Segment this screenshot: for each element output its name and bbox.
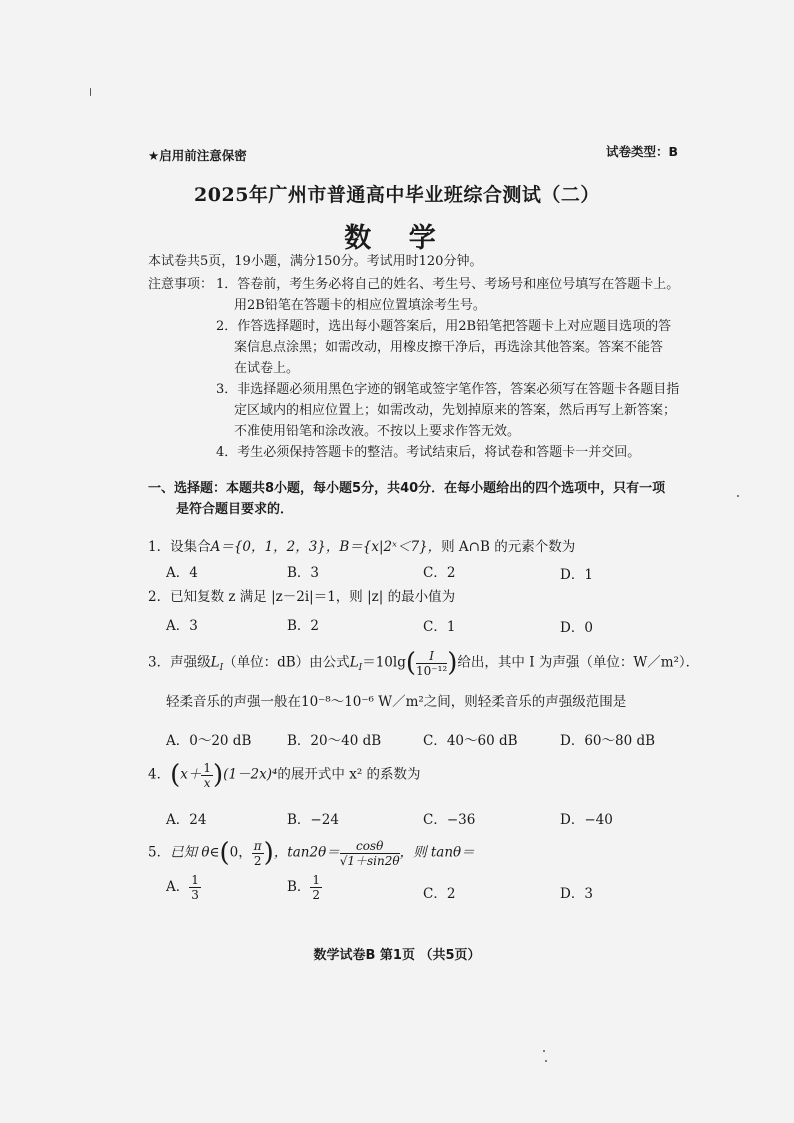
section-heading-cont: 是符合题目要求的．	[176, 502, 294, 517]
expr-part: (1－2x)⁴	[223, 766, 278, 783]
confidential-label: ★启用前注意保密	[148, 148, 247, 163]
question-2	[148, 585, 455, 605]
option-c: C．2	[423, 565, 456, 581]
set-b: B＝{x|2ˣ＜7}，	[339, 539, 442, 555]
option-d: D．60～80 dB	[560, 733, 656, 749]
paren-open: (	[170, 760, 181, 790]
option-c: C．1	[423, 619, 456, 635]
question-number: 4．	[148, 766, 171, 783]
formula-lhs-sub: I	[358, 663, 363, 674]
question-number: 3．	[148, 654, 171, 671]
notice-line: 用2B铅笔在答题卡的相应位置填涂考生号。	[234, 298, 486, 313]
formula-eq: ＝10lg	[362, 654, 406, 671]
notice-line: 定区域内的相应位置上；如需改动，先划掉原来的答案，然后再写上新答案；	[234, 403, 677, 418]
question-text: 已知 θ∈	[170, 844, 220, 861]
fraction-denominator: 10⁻¹²	[416, 663, 448, 678]
fraction-numerator: 1	[191, 873, 199, 887]
fraction	[201, 762, 213, 789]
paren-close: )	[213, 760, 224, 790]
question-text: 声强级	[170, 654, 211, 671]
question-text: 则 A∩B 的元素个数为	[441, 539, 576, 555]
option-c: C．40～60 dB	[423, 733, 518, 749]
section-heading: 一、选择题：本题共8小题，每小题5分，共40分．在每小题给出的四个选项中，只有一项	[148, 481, 666, 496]
scan-speck	[545, 1060, 547, 1062]
question-text: 设集合	[170, 539, 211, 555]
notice-line: 案信息点涂黑；如需改动，用橡皮擦干净后，再选涂其他答案。答案不能答	[234, 340, 664, 355]
option-b	[287, 874, 322, 901]
question-text: 的展开式中 x² 的系数为	[277, 766, 421, 783]
option-b: B．20～40 dB	[287, 733, 382, 749]
option-d: D．−40	[560, 812, 613, 828]
question-1	[148, 535, 575, 555]
option-d: D．1	[560, 567, 593, 583]
expr-part: x＋	[180, 766, 202, 783]
fraction-denominator: √1＋sin2θ	[339, 853, 400, 868]
option-a	[166, 874, 201, 901]
option-label: B．	[287, 879, 311, 895]
exam-intro: 本试卷共5页，19小题，满分150分。考试用时120分钟。	[148, 254, 483, 269]
question-3	[148, 648, 699, 678]
paper-type-label: 试卷类型：B	[606, 144, 679, 159]
paren-open: (	[219, 838, 230, 868]
scan-speck	[737, 495, 739, 497]
fraction	[416, 650, 447, 677]
paren-close: )	[447, 648, 458, 678]
scan-speck	[543, 1050, 545, 1052]
fraction-numerator: 1	[312, 873, 321, 887]
scan-speck	[90, 88, 91, 96]
subject-title: 数 学	[344, 223, 450, 254]
fraction-numerator: I	[416, 650, 447, 664]
set-a: A＝{0，1，2，3}，	[210, 539, 340, 555]
option-a: A．0～20 dB	[166, 733, 252, 749]
question-5	[148, 838, 475, 868]
fraction	[310, 874, 322, 901]
notice-line: 4．考生必须保持答题卡的整洁。考试结束后，将试卷和答题卡一并交回。	[216, 445, 641, 460]
question-number: 2．	[148, 589, 171, 605]
fraction-numerator: cosθ	[340, 840, 400, 854]
option-b: B．2	[287, 618, 320, 634]
option-d: D．0	[560, 620, 593, 636]
fraction	[189, 874, 201, 901]
fraction-denominator: x	[203, 775, 211, 790]
exam-title: 2025年广州市普通高中毕业班综合测试（二）	[194, 184, 600, 206]
fraction	[252, 840, 264, 867]
option-c: C．−36	[423, 812, 476, 828]
option-label: A．	[166, 879, 190, 895]
fraction	[340, 840, 400, 867]
option-b: B．−24	[287, 812, 339, 828]
question-text: 已知复数 z 满足 |z－2i|＝1，则 |z| 的最小值为	[170, 589, 456, 605]
question-number: 5．	[148, 844, 171, 861]
option-c: C．2	[423, 886, 456, 902]
formula-lhs: L	[349, 654, 359, 671]
notice-line: 不准使用铅笔和涂改液。不按以上要求作答无效。	[234, 424, 521, 439]
question-number: 1．	[148, 539, 171, 555]
symbol-l-sub: I	[219, 663, 224, 674]
interval-start: 0，	[229, 844, 252, 861]
notice-line: 3．非选择题必须用黑色字迹的钢笔或签字笔作答，答案必须写在答题卡各题目指	[216, 382, 680, 397]
option-a: A．4	[166, 565, 198, 581]
option-d: D．3	[560, 886, 593, 902]
fraction-denominator: 2	[253, 853, 262, 868]
option-a: A．24	[166, 812, 207, 828]
option-a: A．3	[166, 618, 198, 634]
question-text: （单位：dB）由公式	[223, 654, 350, 671]
notice-label: 注意事项：	[148, 277, 214, 292]
fraction-numerator: 1	[203, 760, 212, 775]
notice-line: 2．作答选择题时，选出每小题答案后，用2B铅笔把答题卡上对应题目选项的答	[216, 319, 672, 334]
question-4	[148, 760, 421, 790]
question-text: ，tan2θ＝	[273, 844, 340, 861]
notice-line: 在试卷上。	[234, 361, 300, 376]
option-b: B．3	[287, 565, 320, 581]
paren-close: )	[263, 838, 274, 868]
symbol-l: L	[210, 654, 220, 671]
question-text: ，则 tanθ＝	[399, 844, 475, 861]
question-text: 给出，其中 I 为声强（单位：W／m²）．	[457, 654, 700, 671]
page-footer: 数学试卷B 第1页 （共5页）	[313, 948, 481, 963]
paren-open: (	[405, 648, 417, 678]
fraction-numerator: π	[253, 838, 262, 853]
fraction-denominator: 2	[312, 888, 321, 902]
fraction-denominator: 3	[191, 888, 199, 902]
question-3-line-2: 轻柔音乐的声强一般在10⁻⁸～10⁻⁶ W／m²之间，则轻柔音乐的声强级范围是	[166, 694, 627, 710]
notice-line: 1．答卷前，考生务必将自己的姓名、考生号、考场号和座位号填写在答题卡上。	[216, 277, 680, 292]
